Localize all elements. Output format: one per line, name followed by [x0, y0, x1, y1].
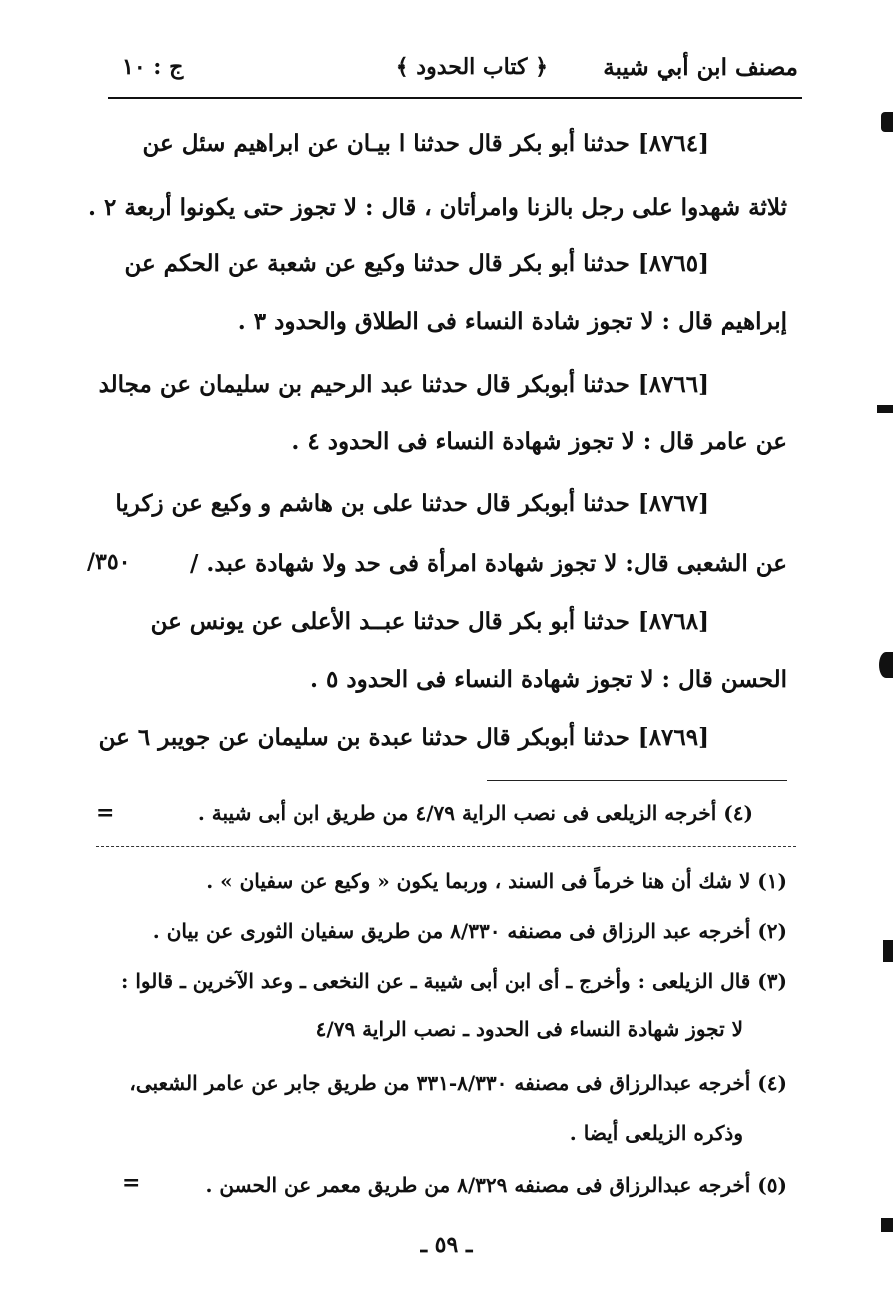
hadith-8766-line-2: عن عامر قال : لا تجوز شهادة النساء فى الحدود ٤ .: [291, 428, 787, 455]
scan-edge-mark: [881, 112, 893, 132]
scan-edge-mark: [879, 652, 893, 678]
margin-page-reference: /٣٥٠: [87, 549, 131, 575]
page-number: ـ ٥٩ ـ: [420, 1232, 473, 1258]
footnote-2: (٢) أخرجه عبد الرزاق فى مصنفه ٨/٣٣٠ من طريق سفيان الثورى عن بيان .: [152, 919, 787, 943]
footnote-4: (٤) أخرجه عبدالرزاق فى مصنفه ٨/٣٣٠-٣٣١ من طريق جابر عن عامر الشعبى،: [129, 1071, 787, 1095]
hadith-8768-line-2: الحسن قال : لا تجوز شهادة النساء فى الحدود ٥ .: [310, 666, 787, 693]
footnote-dashed-separator: [96, 846, 796, 847]
footnote-5: (٥) أخرجه عبدالرزاق فى مصنفه ٨/٣٢٩ من طريق معمر عن الحسن .: [205, 1173, 787, 1197]
hadith-8769-line-1: [٨٧٦٩] حدثنا أبوبكر قال حدثنا عبدة بن سليمان عن جويبر ٦ عن: [98, 724, 709, 751]
hadith-8768-line-1: [٨٧٦٨] حدثنا أبو بكر قال حدثنا عبــد الأعلى عن يونس عن: [150, 608, 709, 635]
volume-label: ج : ١٠: [122, 54, 184, 80]
book-title: مصنف ابن أبي شيبة: [603, 54, 798, 81]
hadith-8767-line-2: عن الشعبى قال: لا تجوز شهادة امرأة فى حد ولا شهادة عبد. /: [189, 550, 787, 577]
hadith-8767-line-1: [٨٧٦٧] حدثنا أبوبكر قال حدثنا على بن هاشم و وكيع عن زكريا: [115, 490, 709, 517]
continuation-mark-carried: =: [96, 800, 115, 826]
footnote-3-continued: لا تجوز شهادة النساء فى الحدود ـ نصب الراية ٤/٧٩: [315, 1017, 743, 1041]
footnote-separator: [487, 780, 787, 781]
running-header: [108, 48, 798, 98]
hadith-8765-line-2: إبراهيم قال : لا تجوز شادة النساء فى الطلاق والحدود ٣ .: [237, 308, 787, 335]
footnote-3: (٣) قال الزيلعى : وأخرج ـ أى ابن أبى شيبة ـ عن النخعى ـ وعد الآخرين ـ قالوا :: [121, 969, 787, 993]
scan-edge-mark: [883, 940, 893, 962]
header-rule: [108, 97, 802, 99]
hadith-8764-line-1: [٨٧٦٤] حدثنا أبو بكر قال حدثنا ا بيـان عن ابراهيم سئل عن: [142, 130, 709, 157]
footnote-1: (١) لا شك أن هنا خرماً فى السند ، وربما يكون « وكيع عن سفيان » .: [206, 869, 787, 893]
hadith-8764-line-2: ثلاثة شهدوا على رجل بالزنا وامرأتان ، قال : لا تجوز حتى يكونوا أربعة ٢ .: [87, 194, 787, 221]
scan-edge-mark: [881, 1218, 893, 1232]
carried-footnote: (٤) أخرجه الزيلعى فى نصب الراية ٤/٧٩ من طريق ابن أبى شيبة .: [197, 801, 753, 825]
hadith-8765-line-1: [٨٧٦٥] حدثنا أبو بكر قال حدثنا وكيع عن شعبة عن الحكم عن: [124, 250, 709, 277]
footnote-4-continued: وذكره الزيلعى أيضا .: [569, 1121, 743, 1145]
hadith-8766-line-1: [٨٧٦٦] حدثنا أبوبكر قال حدثنا عبد الرحيم بن سليمان عن مجالد: [98, 371, 709, 398]
section-title: ﴿ كتاب الحدود ﴾: [395, 54, 548, 80]
continuation-mark-last: =: [122, 1170, 141, 1196]
scan-edge-mark: [877, 405, 893, 413]
